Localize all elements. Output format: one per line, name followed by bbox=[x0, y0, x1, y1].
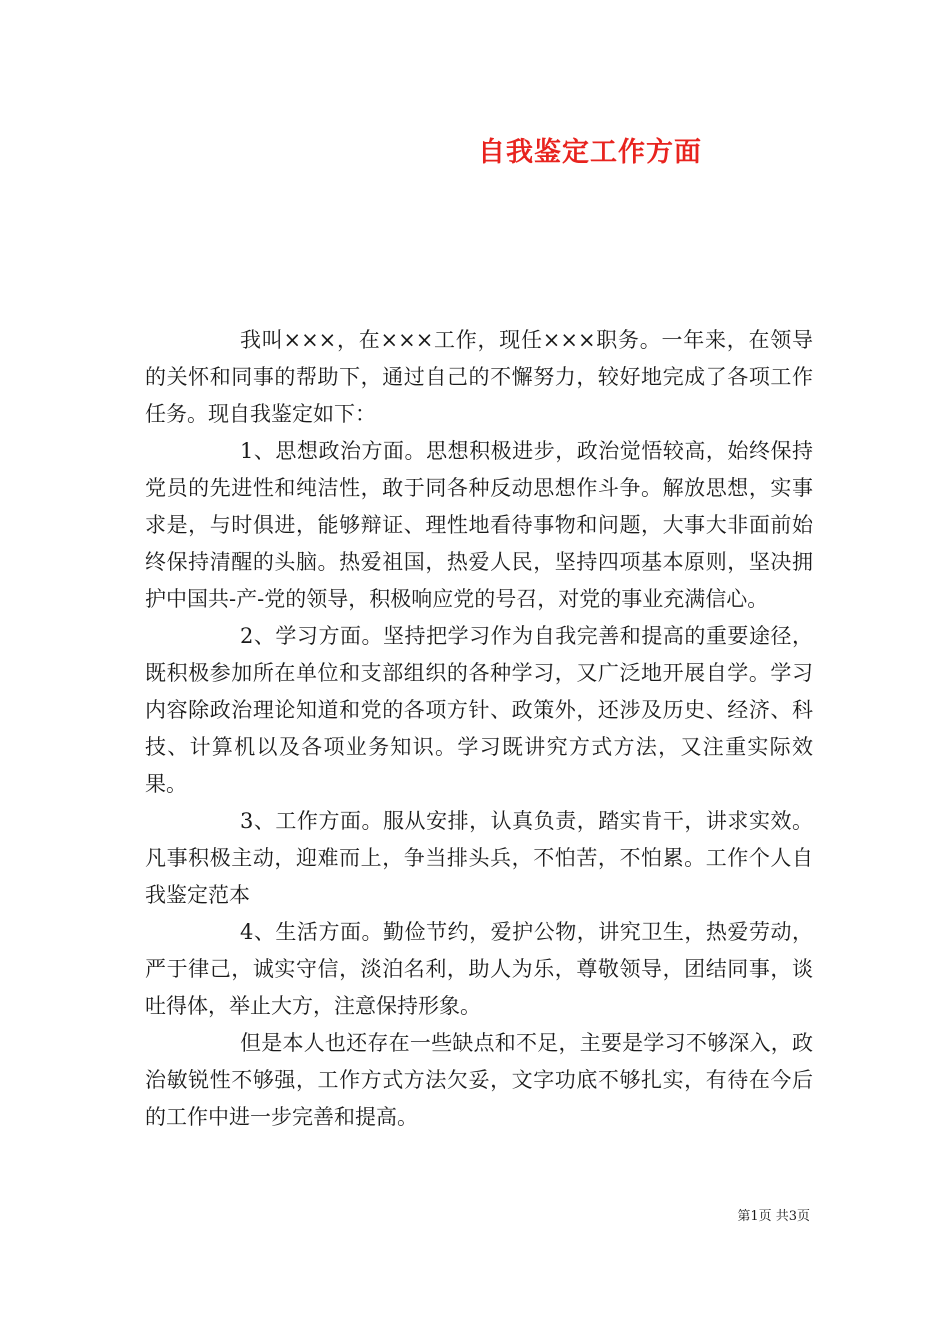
paragraph-study: 2、学习方面。坚持把学习作为自我完善和提高的重要途径，既积极参加所在单位和支部组织的各种学习，又广泛地开展自学。学习内容除政治理论知道和党的各项方针、政策外，还涉及历史、经济、科技、计算机以及各项业务知识。学习既讲究方式方法，又注重实际效果。 bbox=[145, 624, 813, 796]
paragraph-life: 4、生活方面。勤俭节约，爱护公物，讲究卫生，热爱劳动，严于律己，诚实守信，淡泊名利，助人为乐，尊敬领导，团结同事，谈吐得体，举止大方，注意保持形象。 bbox=[145, 920, 813, 1018]
paragraph-political: 1、思想政治方面。思想积极进步，政治觉悟较高，始终保持党员的先进性和纯洁性，敢于同各种反动思想作斗争。解放思想，实事求是，与时俱进，能够辩证、理性地看待事物和问题，大事大非面前始终保持清醒的头脑。热爱祖国，热爱人民，坚持四项基本原则，坚决拥护中国共-产-党的领导，积极响应党的号召，对党的事业充满信心。 bbox=[145, 439, 813, 611]
document-body bbox=[145, 322, 813, 1136]
paragraph-intro: 我叫×××，在×××工作，现任×××职务。一年来，在领导的关怀和同事的帮助下，通过自己的不懈努力，较好地完成了各项工作任务。现自我鉴定如下： bbox=[145, 328, 813, 426]
page-number: 第1页 共3页 bbox=[737, 1209, 810, 1224]
document-title: 自我鉴定工作方面 bbox=[478, 137, 702, 168]
paragraph-shortcomings: 但是本人也还存在一些缺点和不足，主要是学习不够深入，政治敏锐性不够强，工作方式方法欠妥，文字功底不够扎实，有待在今后的工作中进一步完善和提高。 bbox=[145, 1031, 813, 1129]
paragraph-work: 3、工作方面。服从安排，认真负责，踏实肯干，讲求实效。凡事积极主动，迎难而上，争当排头兵，不怕苦，不怕累。工作个人自我鉴定范本 bbox=[145, 809, 813, 907]
